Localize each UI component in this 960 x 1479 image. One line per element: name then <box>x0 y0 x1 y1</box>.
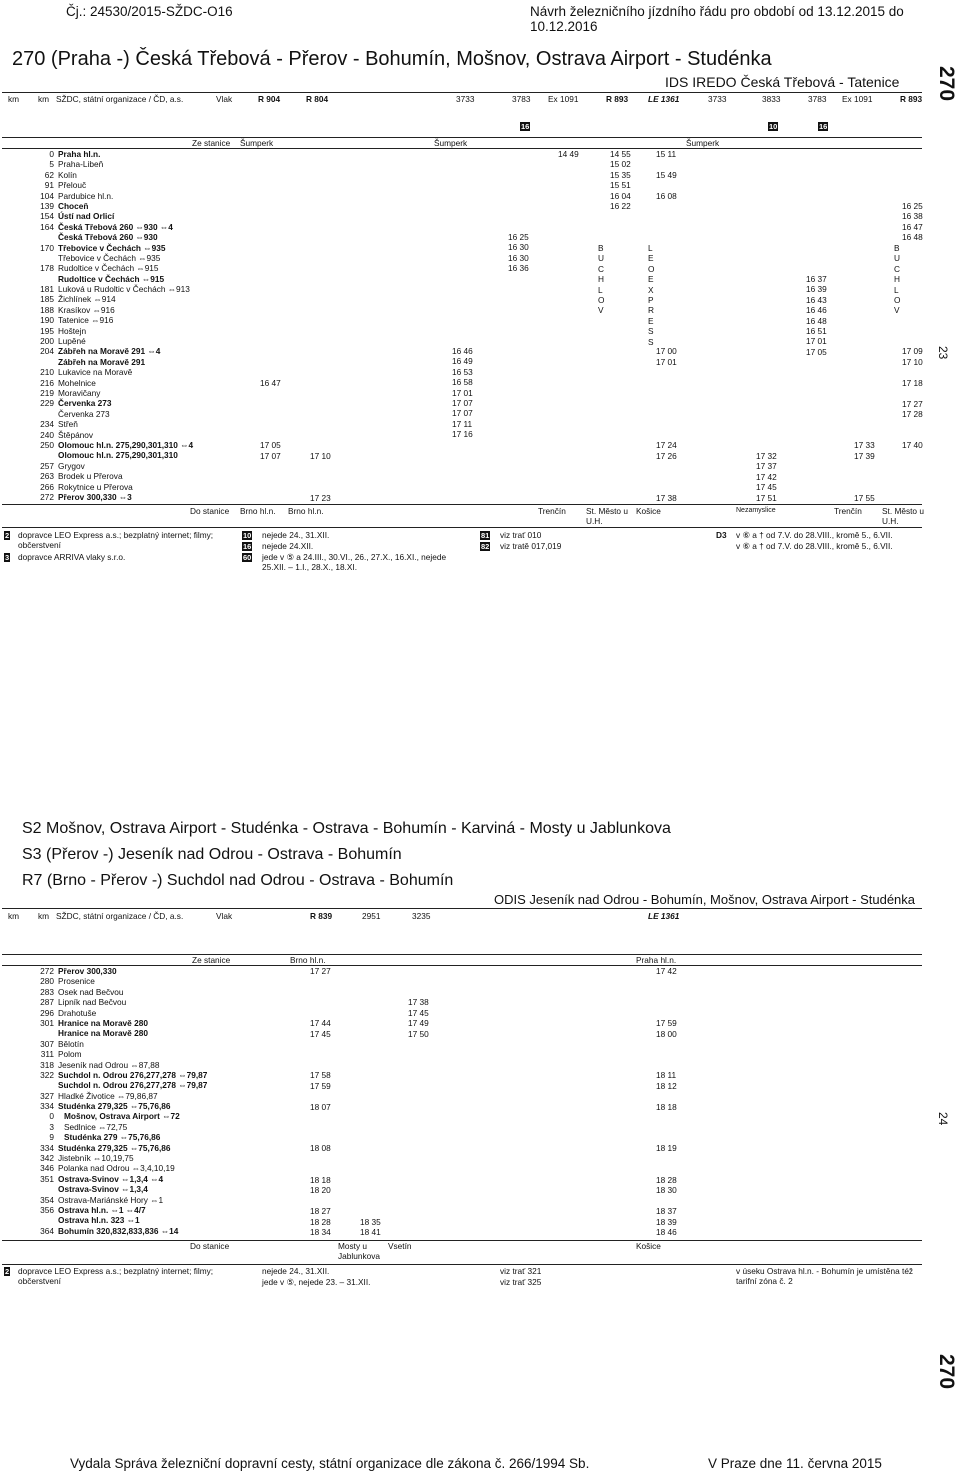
tr804-a: 17 10 <box>310 451 331 461</box>
note-82: 82 <box>481 542 490 551</box>
s2-r839-e: 17 59 <box>310 1081 331 1091</box>
ids-label: IDS IREDO Česká Třebová - Tatenice <box>665 74 900 90</box>
s2-r839-i: 18 20 <box>310 1185 331 1195</box>
to-kosice: Košice <box>636 506 661 516</box>
note-leo: dopravce LEO Express a.s.; bezplatný internet; filmy; občerstvení <box>18 530 214 551</box>
to-trencin: Trenčín <box>538 506 566 516</box>
s2-note-4: viz trať 325 <box>500 1277 542 1287</box>
badge-16b: 16 <box>819 122 828 131</box>
footer-left: Vydala Správa železniční dopravní cesty, státní organizace dle zákona č. 266/1994 Sb. <box>70 1456 590 1471</box>
s2-le-c: 18 00 <box>656 1029 677 1039</box>
note-10: 10 <box>243 531 252 540</box>
s2-note-leo: dopravce LEO Express a.s.; bezplatný internet; filmy; občerstvení <box>18 1266 214 1287</box>
tr893b-f: 17 10 <box>902 357 923 367</box>
note-mid-2: jede v ⑤ a 24.III., 30.VI., 26., 27.X., 16.XI., nejede 25.XII. – 1.I., 28.X., 18.XI. <box>262 552 447 573</box>
s2-le-h: 18 28 <box>656 1175 677 1185</box>
s2-to-vsetin: Vsetín <box>388 1241 412 1251</box>
tle-col-a: 15 11 <box>656 149 677 159</box>
note-d3: D3 <box>716 530 727 540</box>
s2-train-le1361: LE 1361 <box>648 911 680 921</box>
train-ex1091b: Ex 1091 <box>842 94 873 104</box>
note-badge-3: 3 <box>5 553 10 562</box>
s2-r839-g: 18 08 <box>310 1143 331 1153</box>
s2-col-km: km <box>8 911 20 921</box>
tr904-a: 16 47 <box>260 378 281 388</box>
note-81: 81 <box>481 531 490 540</box>
odis-label: ODIS Jeseník nad Odrou - Bohumín, Mošnov, Ostrava Airport - Studénka <box>494 892 916 907</box>
train-r904: R 904 <box>258 94 281 104</box>
bohus-letters-b: B U C H L O V <box>894 243 901 316</box>
train-r893: R 893 <box>606 94 629 104</box>
s2-2951-b: 17 45 <box>408 1008 429 1018</box>
s2-train-2951: 2951 <box>362 911 381 921</box>
s2-note-5: v úseku Ostrava hl.n. - Bohumín je umístěna též tarifní zóna č. 2 <box>736 1266 914 1287</box>
s2-le-j: 18 37 <box>656 1206 677 1216</box>
express-letters: L E O E X P R E S S <box>648 243 655 347</box>
from-sumperk1: Šumperk <box>240 138 274 148</box>
tle-col-g: 17 26 <box>656 451 677 461</box>
train-le1361: LE 1361 <box>648 94 680 104</box>
tex2-b: 17 39 <box>854 451 875 461</box>
tr804-b: 17 23 <box>310 493 331 503</box>
to-trencin2: Trenčín <box>834 506 862 516</box>
station-name-list: Praha hl.n. Praha-Libeň Kolín Přelouč Pardubice hl.n. Choceň Ústí nad Orlicí Česká Třebová 260 ⇔930 ⇔4 Česká Třebová 260 ⇔930 Třebovice v Čechách ⇔935 Třebovice v Čechách ⇔935 Rudoltice v Čechách ⇔915 Rudoltice v Čechách ⇔915 Luková u Rudoltic v Čechách ⇔913 Žichlínek ⇔914 Krasíkov ⇔916 Tatenice ⇔916 Hoštejn Lupěné Zábřeh na Moravě 291 ⇔4 Zábřeh na Moravě 291 Lukavice na Moravě Mohelnice Moravičany Červenka 273 Červenka 273 Střeň Štěpánov Olomouc hl.n. 275,290,301,310 ⇔4 Olomouc hl.n. 275,290,301,310 Grygov Brodek u Přerova Rokytnice u Přerova Přerov 300,330 ⇔3 <box>58 149 194 502</box>
s2-3235-a: 18 35 <box>360 1217 381 1227</box>
note-mid-1: nejede 24.XII. <box>262 541 314 551</box>
s2-train-3235: 3235 <box>412 911 431 921</box>
note-16: 16 <box>243 542 252 551</box>
tle-col-b: 15 49 <box>656 170 677 180</box>
train-3833: 3833 <box>762 94 781 104</box>
s2-r839-c: 17 45 <box>310 1029 331 1039</box>
tr893b-col: 16 25 16 38 16 47 16 48 <box>902 201 923 243</box>
s2-r839-f: 18 07 <box>310 1102 331 1112</box>
t3783-col: 16 25 16 30 16 30 16 36 <box>508 232 529 274</box>
s2-to-mosty: Mosty u Jablunkova <box>338 1241 380 1262</box>
s2-le-d: 18 11 <box>656 1070 677 1080</box>
note-60: 60 <box>243 553 252 562</box>
s2-from-praha: Praha hl.n. <box>636 955 677 965</box>
s2-le-i: 18 30 <box>656 1185 677 1195</box>
r7-title: R7 (Brno - Přerov -) Suchdol nad Odrou - Ostrava - Bohumín <box>22 872 454 889</box>
note-mid-0: nejede 24., 31.XII. <box>262 530 330 540</box>
doc-title: Návrh železničního jízdního řádu pro období od 13.12.2015 do 10.12.2016 <box>530 4 904 34</box>
s2-station-name-list: Přerov 300,330 Prosenice Osek nad Bečvou Lipník nad Bečvou Drahotuše Hranice na Moravě 280 Hranice na Moravě 280 Bělotín Polom Jeseník nad Odrou ⇔87,88 Suchdol n. Odrou 276,277,278 ⇔79,87 Suchdol n. Odrou 276,277,278 ⇔79,87 Hladké Životice ⇔79,86,87 Studénka 279,325 ⇔75,76,86 Mošnov, Ostrava Airport ⇔72 Sedlnice ⇔72,75 Studénka 279 ⇔75,76,86 Studénka 279,325 ⇔75,76,86 Jistebník ⇔10,19,75 Polanka nad Odrou ⇔3,4,10,19 Ostrava-Svinov ⇔1,3,4 ⇔4 Ostrava-Svinov ⇔1,3,4 Ostrava-Mariánské Hory ⇔1 Ostrava hl.n. ⇔1 ⇔4/7 Ostrava hl.n. 323 ⇔1 Bohumín 320,832,833,836 ⇔14 <box>58 966 208 1236</box>
s2-r839-b: 17 44 <box>310 1018 331 1028</box>
train-r804: R 804 <box>306 94 329 104</box>
note-right-1: v ⑥ a † od 7.V. do 28.VIII., kromě 5., 6.VII. <box>736 541 893 551</box>
s2-station-km-list: 272 280 283 287 296 301 307 311 318 322 327 334 0 3 9 334 342 346 351 354 356 364 <box>40 966 54 1236</box>
to-brno1: Brno hl.n. <box>240 506 276 516</box>
train-3783: 3783 <box>512 94 531 104</box>
note-badge-2: 2 <box>5 531 10 540</box>
s2-le-f: 18 18 <box>656 1102 677 1112</box>
s2-r839-k: 18 28 <box>310 1217 331 1227</box>
col-km2: km <box>38 94 50 104</box>
timetable-title: 270 (Praha -) Česká Třebová - Přerov - Bohumín, Mošnov, Ostrava Airport - Studénka <box>12 48 772 70</box>
s2-note-badge-2: 2 <box>5 1267 10 1276</box>
s2-do-stanice: Do stanice <box>190 1241 230 1251</box>
ze-stanice: Ze stanice <box>192 138 231 148</box>
tr893b-j: 17 40 <box>902 440 923 450</box>
s2-train-r839: R 839 <box>310 911 333 921</box>
col-operator: SŽDC, státní organizace / ČD, a.s. <box>56 94 184 104</box>
s2-r839-j: 18 27 <box>310 1206 331 1216</box>
do-stanice: Do stanice <box>190 506 230 516</box>
doc-ref: Čj.: 24530/2015-SŽDC-O16 <box>66 4 233 19</box>
to-stmesto2: St. Město u U.H. <box>882 506 924 527</box>
page-number-23: 23 <box>936 346 950 360</box>
tr893b-i: 17 28 <box>902 409 923 419</box>
s2-col-vlak: Vlak <box>216 911 233 921</box>
s2-2951-c: 17 49 <box>408 1018 429 1028</box>
note-right-0: v ⑥ a † od 7.V. do 28.VIII., kromě 5., 6.VII. <box>736 530 893 540</box>
tle-col-f: 17 24 <box>656 440 677 450</box>
from-sumperk3: Šumperk <box>686 138 720 148</box>
s2-col-km2: km <box>38 911 50 921</box>
tr893b-g: 17 18 <box>902 378 923 388</box>
tle-col-c: 16 08 <box>656 191 677 201</box>
badge-10: 10 <box>769 122 778 131</box>
note-mid2-1: viz tratě 017,019 <box>500 541 562 551</box>
side-label-270-b: 270 <box>935 1354 958 1390</box>
tr893b-e: 17 09 <box>902 346 923 356</box>
from-sumperk2: Šumperk <box>434 138 468 148</box>
to-stmesto: St. Město u U.H. <box>586 506 628 527</box>
train-3733b: 3733 <box>708 94 727 104</box>
note-arriva: dopravce ARRIVA vlaky s.r.o. <box>18 552 126 562</box>
station-km-list: 0 5 62 91 104 139 154 164 170 178 181 185 188 190 195 200 204 210 216 219 229 234 240 250 257 263 266 272 <box>40 149 54 502</box>
tr893-col: 14 55 15 02 15 35 15 51 16 04 16 22 <box>610 149 631 211</box>
s2-2951-d: 17 50 <box>408 1029 429 1039</box>
tle-col-e: 17 01 <box>656 357 677 367</box>
to-nezamyslice: Nezamyslice <box>736 507 776 514</box>
s2-title: S2 Mošnov, Ostrava Airport - Studénka - Ostrava - Bohumín - Karviná - Mosty u Jablunkova <box>22 820 671 837</box>
tex-col: 14 49 <box>558 149 579 159</box>
bohus-letters: B U C H L O V <box>598 243 605 316</box>
train-ex1091: Ex 1091 <box>548 94 579 104</box>
footer-right: V Praze dne 11. června 2015 <box>708 1456 882 1471</box>
s2-2951-a: 17 38 <box>408 997 429 1007</box>
train-3783b: 3783 <box>808 94 827 104</box>
tr904-c: 17 07 <box>260 451 281 461</box>
tle-col-h: 17 38 <box>656 493 677 503</box>
t3733-col: 16 46 16 49 16 53 16 58 17 01 17 07 17 07 17 11 17 16 <box>452 346 473 440</box>
col-km: km <box>8 94 20 104</box>
s2-le-b: 17 59 <box>656 1018 677 1028</box>
side-label-270: 270 <box>935 66 958 102</box>
s2-col-operator: SŽDC, státní organizace / ČD, a.s. <box>56 911 184 921</box>
s2-r839-a: 17 27 <box>310 966 331 976</box>
page-number-24: 24 <box>936 1112 950 1126</box>
s2-3235-b: 18 41 <box>360 1227 381 1237</box>
s2-r839-d: 17 58 <box>310 1070 331 1080</box>
s2-le-k: 18 39 <box>656 1217 677 1227</box>
col-vlak: Vlak <box>216 94 233 104</box>
s2-from-brno: Brno hl.n. <box>290 955 326 965</box>
tex2-c: 17 55 <box>854 493 875 503</box>
s2-ze-stanice: Ze stanice <box>192 955 231 965</box>
tex2-a: 17 33 <box>854 440 875 450</box>
s2-le-l: 18 46 <box>656 1227 677 1237</box>
tle-col-d: 17 00 <box>656 346 677 356</box>
to-brno2: Brno hl.n. <box>288 506 324 516</box>
train-r893b: R 893 <box>900 94 923 104</box>
s2-r839-l: 18 34 <box>310 1227 331 1237</box>
s2-to-kosice: Košice <box>636 1241 661 1251</box>
s2-le-a: 17 42 <box>656 966 677 976</box>
t3833-col: 17 32 17 37 17 42 17 45 17 51 <box>756 451 777 503</box>
s2-note-2: jede v ⑤, nejede 23. – 31.XII. <box>262 1277 371 1287</box>
s2-note-1: nejede 24., 31.XII. <box>262 1266 330 1276</box>
tr904-b: 17 05 <box>260 440 281 450</box>
train-3733: 3733 <box>456 94 475 104</box>
s2-le-g: 18 19 <box>656 1143 677 1153</box>
t3783b-col: 16 37 16 39 16 43 16 46 16 48 16 51 17 01 17 05 <box>806 274 827 357</box>
s2-r839-h: 18 18 <box>310 1175 331 1185</box>
badge-16: 16 <box>521 122 530 131</box>
s3-title: S3 (Přerov -) Jeseník nad Odrou - Ostrava - Bohumín <box>22 846 402 863</box>
note-mid2-0: viz trať 010 <box>500 530 542 540</box>
s2-note-3: viz trať 321 <box>500 1266 542 1276</box>
tr893b-h: 17 27 <box>902 399 923 409</box>
s2-le-e: 18 12 <box>656 1081 677 1091</box>
